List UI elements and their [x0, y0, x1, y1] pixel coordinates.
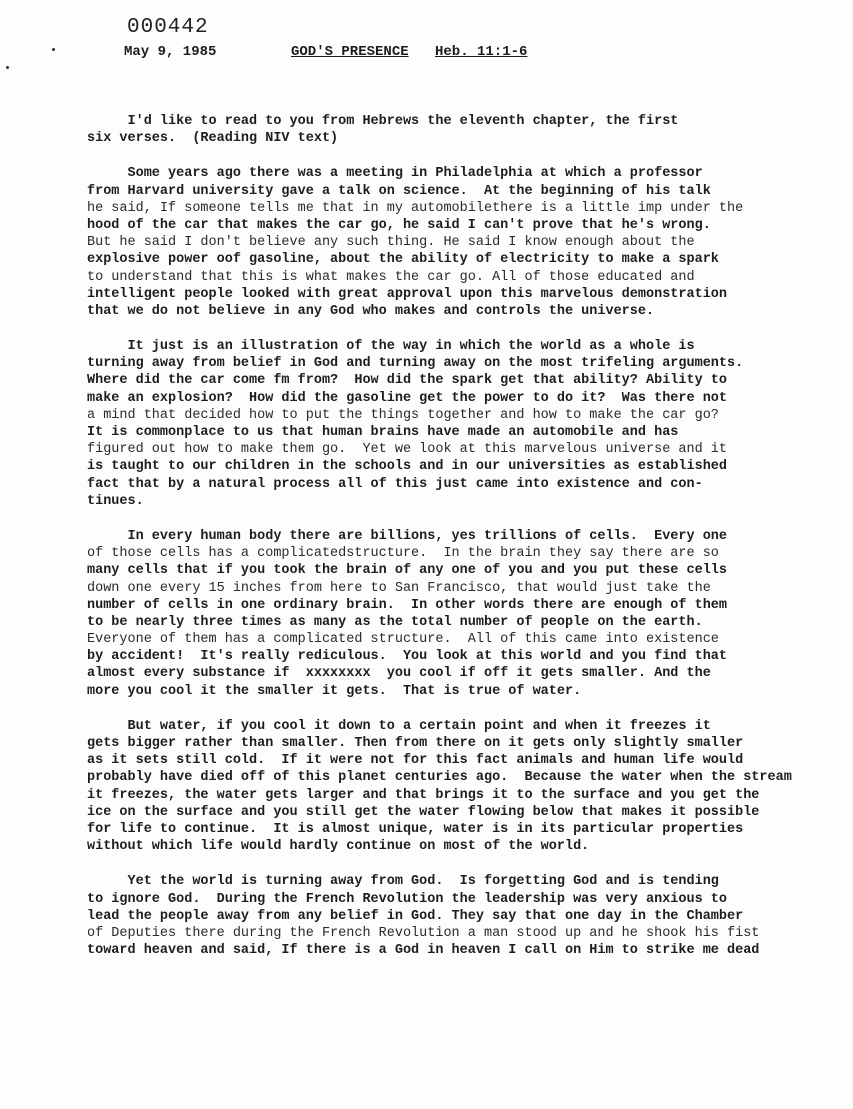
paragraph [87, 113, 799, 147]
text-line: hood of the car that makes the car go, he said I can't prove that he's wrong. [87, 217, 711, 233]
text-line: make an explosion? How did the gasoline get the power to do it? Was there not [87, 390, 728, 406]
paragraph [87, 528, 799, 700]
text-line: almost every substance if xxxxxxxx you cool if off it gets smaller. And the [87, 666, 711, 682]
text-line: Some years ago there was a meeting in Philadelphia at which a professor [87, 166, 703, 182]
sermon-body [87, 113, 799, 977]
text-line: fact that by a natural process all of this just came into existence and con- [87, 476, 703, 492]
text-line: In every human body there are billions, yes trillions of cells. Every one [87, 528, 728, 544]
text-line: lead the people away from any belief in God. They say that one day in the Chamber [87, 908, 744, 924]
text-line: of Deputies there during the French Revolution a man stood up and he shook his fist [87, 925, 760, 941]
text-line: it freezes, the water gets larger and that brings it to the surface and you get the [87, 787, 760, 803]
text-line: probably have died off of this planet centuries ago. Because the water when the stream [87, 770, 792, 786]
text-line: from Harvard university gave a talk on science. At the beginning of his talk [87, 183, 711, 199]
paragraph [87, 165, 799, 320]
text-line: as it sets still cold. If it were not for this fact animals and human life would [87, 753, 744, 769]
text-line: But water, if you cool it down to a certain point and when it freezes it [87, 718, 711, 734]
text-line: is taught to our children in the schools and in our universities as established [87, 459, 728, 475]
sermon-title: GOD'S PRESENCE [291, 44, 409, 60]
text-line: intelligent people looked with great approval upon this marvelous demonstration [87, 286, 728, 302]
text-line: It just is an illustration of the way in which the world as a whole is [87, 339, 695, 355]
document-number: 000442 [127, 16, 209, 39]
paragraph [87, 718, 799, 856]
document-date: May 9, 1985 [124, 44, 217, 60]
text-line: But he said I don't believe any such thing. He said I know enough about the [87, 235, 695, 251]
scripture-reference: Heb. 11:1-6 [435, 44, 528, 60]
scan-speck [6, 66, 9, 69]
text-line: It is commonplace to us that human brains have made an automobile and has [87, 425, 679, 440]
text-line: ice on the surface and you still get the water flowing below that makes it possible [87, 804, 760, 820]
text-line: by accident! It's really rediculous. You look at this world and you find that [87, 649, 728, 665]
text-line: toward heaven and said, If there is a God in heaven I call on Him to strike me dead [87, 943, 760, 959]
text-line: I'd like to read to you from Hebrews the eleventh chapter, the first [87, 114, 679, 129]
paragraph [87, 338, 799, 510]
text-line: Yet the world is turning away from God. Is forgetting God and is tending [87, 874, 719, 890]
text-line: that we do not believe in any God who makes and controls the universe. [87, 303, 655, 319]
text-line: explosive power oof gasoline, about the ability of electricity to make a spark [87, 252, 719, 268]
text-line: tinues. [87, 493, 144, 509]
paragraph [87, 873, 799, 959]
text-line: gets bigger rather than smaller. Then from there on it gets only slightly smaller [87, 736, 744, 751]
text-line: six verses. (Reading NIV text) [87, 131, 339, 147]
text-line: number of cells in one ordinary brain. In other words there are enough of them [87, 597, 728, 613]
text-line: to be nearly three times as many as the total number of people on the earth. [87, 614, 703, 630]
text-line: to ignore God. During the French Revolution the leadership was very anxious to [87, 891, 728, 907]
text-line: Where did the car come fm from? How did the spark get that ability? Ability to [87, 373, 728, 389]
text-line: he said, If someone tells me that in my automobilethere is a little imp under the [87, 200, 744, 216]
text-line: for life to continue. It is almost unique, water is in its particular properties [87, 821, 744, 837]
text-line: to understand that this is what makes the car go. All of those educated and [87, 269, 695, 285]
text-line: figured out how to make them go. Yet we look at this marvelous universe and it [87, 442, 728, 458]
text-line: down one every 15 inches from here to San Francisco, that would just take the [87, 580, 711, 596]
text-line: Everyone of them has a complicated structure. All of this came into existence [87, 632, 719, 648]
text-line: turning away from belief in God and turning away on the most trifeling arguments. [87, 356, 744, 372]
scan-speck [52, 48, 55, 51]
text-line: of those cells has a complicatedstructure. In the brain they say there are so [87, 546, 719, 562]
text-line: many cells that if you took the brain of any one of you and you put these cells [87, 563, 728, 579]
text-line: more you cool it the smaller it gets. That is true of water. [87, 683, 582, 699]
text-line: a mind that decided how to put the things together and how to make the car go? [87, 407, 719, 423]
text-line: without which life would hardly continue on most of the world. [87, 839, 590, 855]
